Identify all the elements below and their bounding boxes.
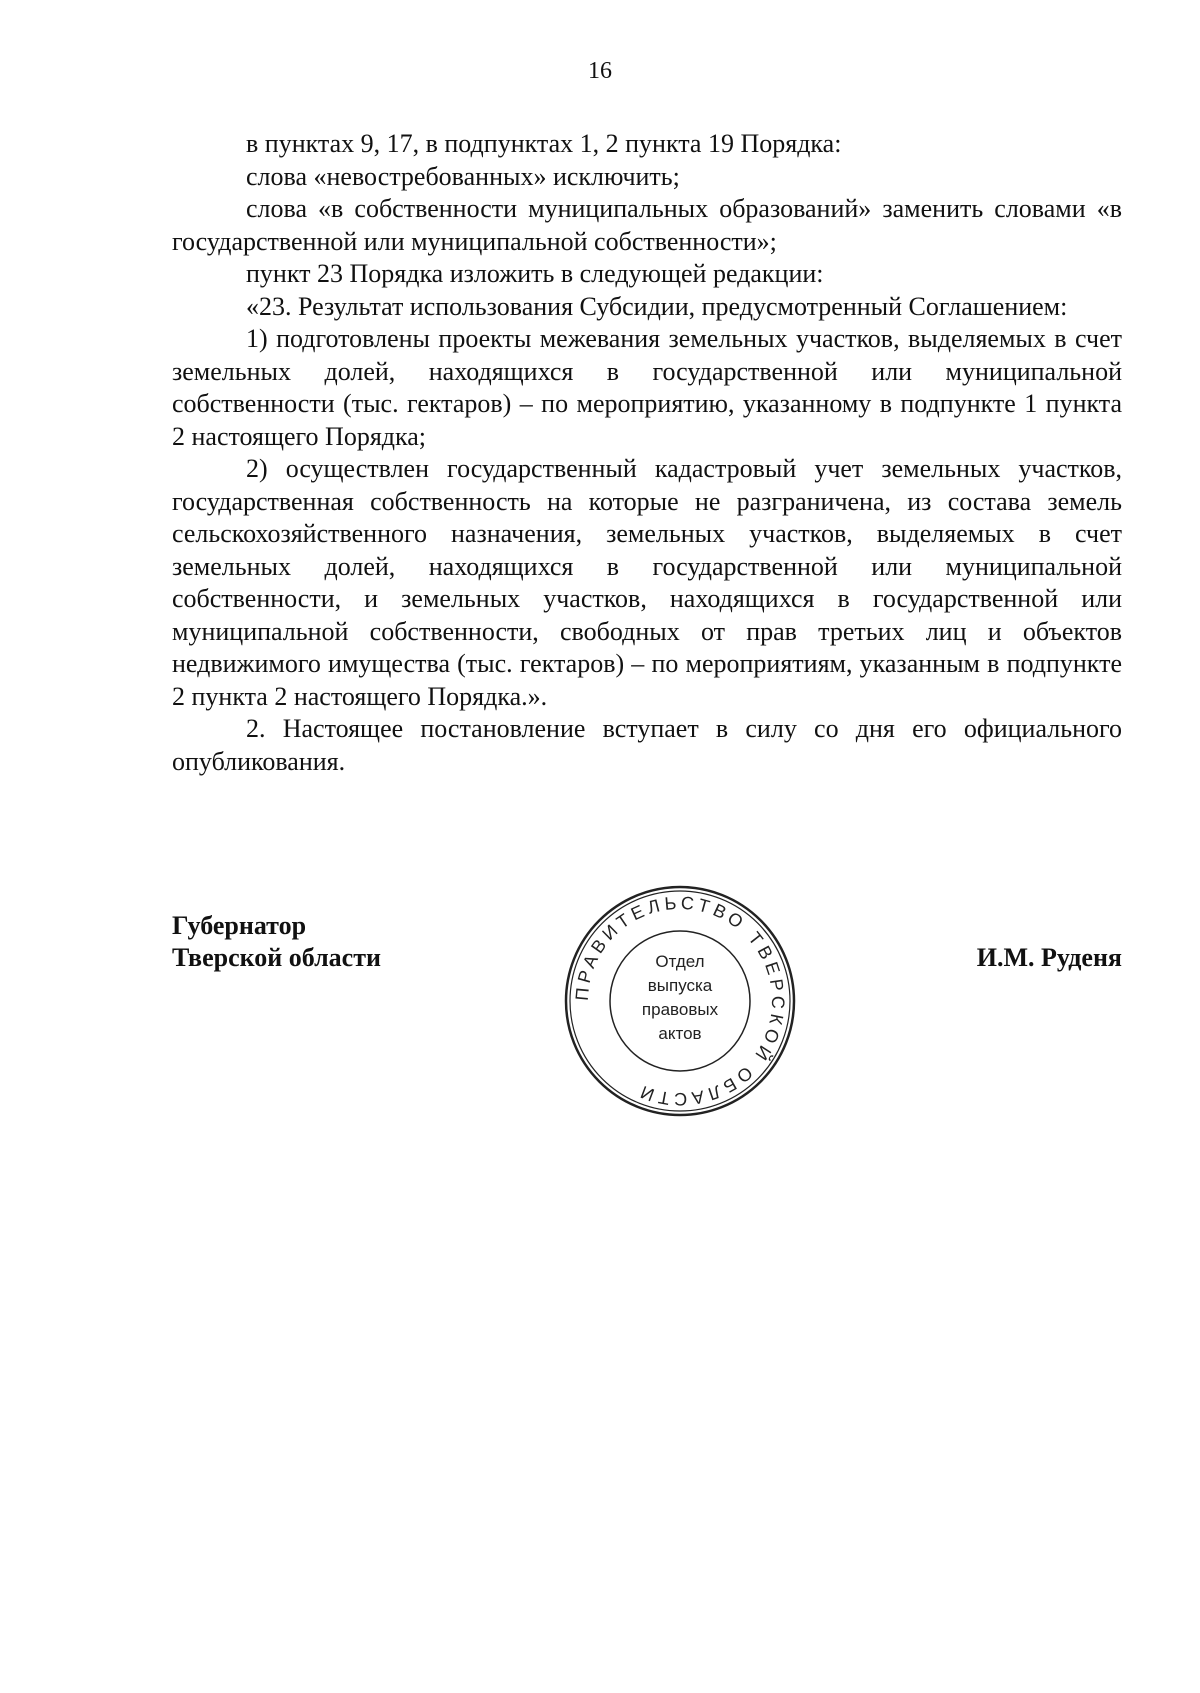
paragraph: 2) осуществлен государственный кадастровый учет земельных участков, государственная собственность на которые не разграничена, из состава земель сельскохозяйственного назначения, земельных участков, выделяемых в счет земельных долей, находящихся в государственной или муниципальной собственности, и земельных участков, находящихся в государственной или муниципальной собственности, свободных от прав третьих лиц и объектов недвижимого имущества (тыс. гектаров) – по мероприятиям, указанным в подпункте 2 пункта 2 настоящего Порядка.». [172,454,1122,711]
position-line: Губернатор [172,911,307,940]
paragraph: пункт 23 Порядка изложить в следующей редакции: [246,259,824,288]
paragraph: 2. Настоящее постановление вступает в силу со дня его официального опубликования. [172,714,1122,776]
signatory-position [172,910,381,974]
paragraph: слова «невостребованных» исключить; [246,161,680,191]
signatory-name: И.М. Руденя [976,943,1122,972]
stamp-center-line: Отдел [655,952,705,971]
stamp-ring-textpath: ПРАВИТЕЛЬСТВО ТВЕРСКОЙ ОБЛАСТИ [571,892,789,1110]
document-body [172,128,1122,778]
position-line: Тверской области [172,943,381,972]
paragraph: слова «в собственности муниципальных образований» заменить словами «в государственной или муниципальной собственности»; [172,194,1122,256]
official-stamp [562,883,798,1119]
page-number: 16 [588,58,612,84]
stamp-center-line: правовых [641,1000,719,1019]
stamp-seal [562,883,798,1119]
paragraph: «23. Результат использования Субсидии, предусмотренный Соглашением: [246,291,1068,321]
stamp-center-line: выпуска [647,976,713,995]
stamp-center-line: актов [658,1024,702,1043]
paragraph: 1) подготовлены проекты межевания земельных участков, выделяемых в счет земельных долей, находящихся в государственной или муниципальной собственности (тыс. гектаров) – по мероприятию, указанному в подпункте 1 пункта 2 настоящего Порядка; [172,324,1122,451]
paragraph: в пунктах 9, 17, в подпунктах 1, 2 пункта 19 Порядка: [246,129,842,158]
